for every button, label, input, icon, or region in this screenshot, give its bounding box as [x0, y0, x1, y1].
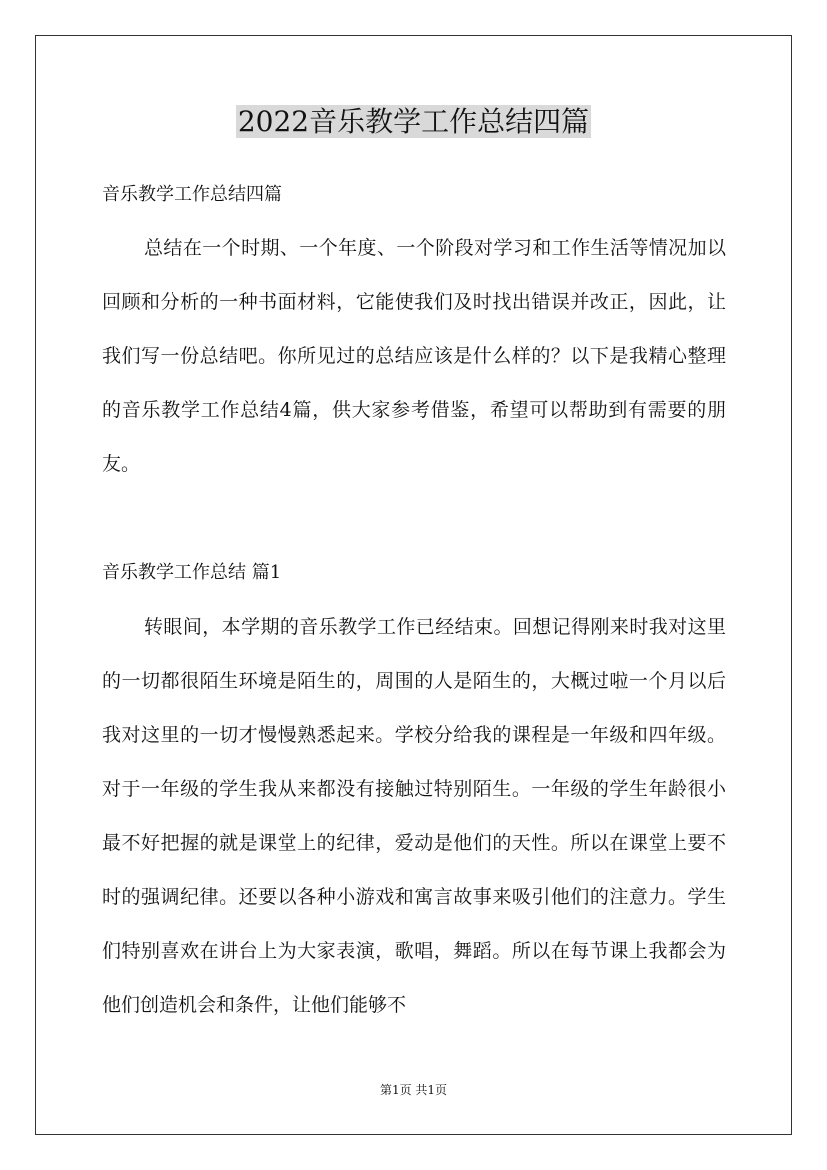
- section-1-heading: 音乐教学工作总结 篇1: [102, 562, 282, 583]
- document-subtitle: 音乐教学工作总结四篇: [102, 184, 282, 205]
- document-title: [0, 102, 827, 142]
- document-title-text: 2022音乐教学工作总结四篇: [237, 105, 590, 138]
- page-footer: 第1页 共1页: [379, 1083, 448, 1097]
- intro-paragraph: 总结在一个时期、一个年度、一个阶段对学习和工作生活等情况加以回顾和分析的一种书面材料，它能使我们及时找出错误并改正，因此，让我们写一份总结吧。你所见过的总结应该是什么样的？以下是我精心整理的音乐教学工作总结4篇，供大家参考借鉴，希望可以帮助到有需要的朋友。: [102, 237, 726, 475]
- section-1-paragraph: 转眼间，本学期的音乐教学工作已经结束。回想记得刚来时我对这里的一切都很陌生环境是陌生的，周围的人是陌生的，大概过啦一个月以后我对这里的一切才慢慢熟悉起来。学校分给我的课程是一年级和四年级。对于一年级的学生我从来都没有接触过特别陌生。一年级的学生年龄很小最不好把握的就是课堂上的纪律，爱动是他们的天性。所以在课堂上要不时的强调纪律。还要以各种小游戏和寓言故事来吸引他们的注意力。学生们特别喜欢在讲台上为大家表演，歌唱，舞蹈。所以在每节课上我都会为他们创造机会和条件，让他们能够不: [102, 616, 726, 1016]
